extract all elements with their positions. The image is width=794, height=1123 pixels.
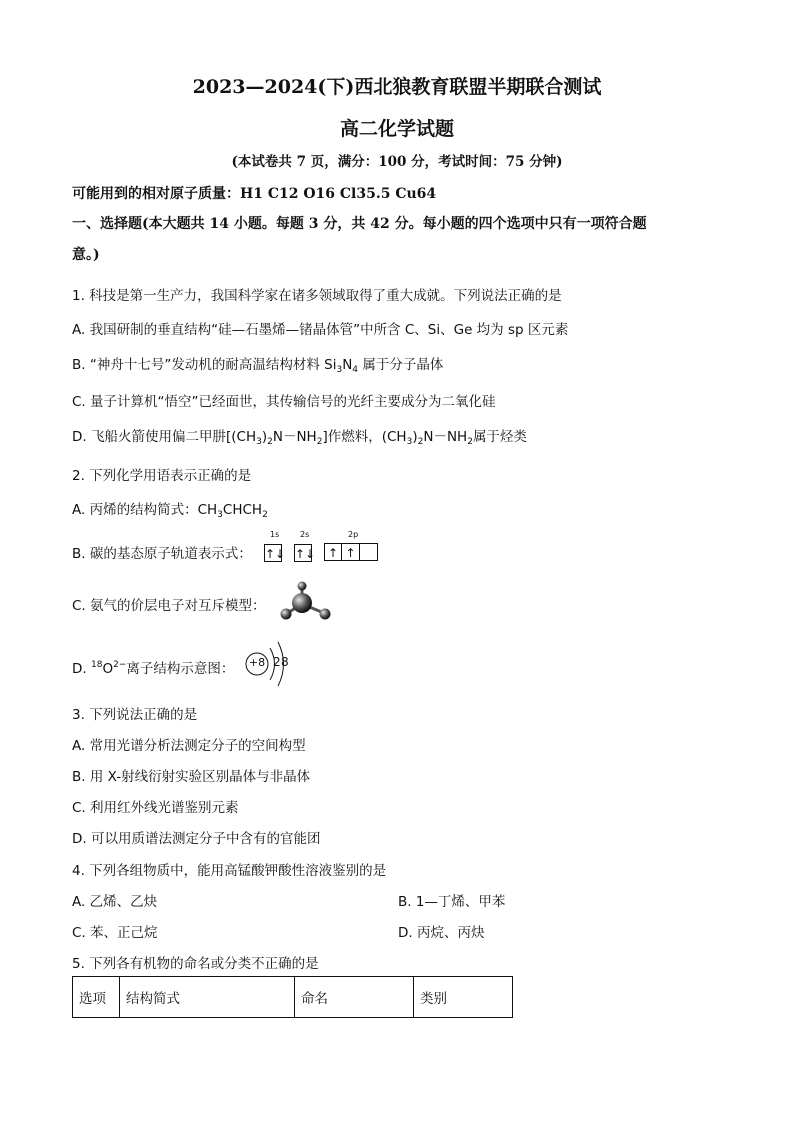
orbital-label-2p: 2p: [348, 530, 359, 539]
q2-stem: 2. 下列化学用语表示正确的是: [72, 468, 252, 484]
orbital-box-2p-3: [360, 543, 378, 561]
exam-note: (本试卷共 7 页，满分：100 分，考试时间：75 分钟): [231, 154, 563, 170]
q4-option-c: C. 苯、正己烷: [72, 925, 158, 941]
section-heading-cont: 意。): [72, 247, 100, 263]
q3-option-c: C. 利用红外线光谱鉴别元素: [72, 800, 239, 816]
exam-subtitle: 高二化学试题: [339, 118, 454, 140]
q4-option-a: A. 乙烯、乙炔: [72, 894, 158, 910]
q1-option-d: D. 飞船火箭使用偏二甲肼$[(CH_3)_2N-NH_2]$作燃料，$(CH_3)_2N-NH_2$属于烃类: [72, 429, 527, 447]
q3-stem: 3. 下列说法正确的是: [72, 707, 198, 723]
q2-option-d: D. $^{18}O^{2-}$离子结构示意图：: [72, 660, 235, 677]
table-header-cell: 类别: [414, 977, 513, 1018]
q1-option-a: A. 我国研制的垂直结构“硅—石墨烯—锗晶体管”中所含 C、Si、Ge 均为 sp 区元素: [72, 322, 569, 338]
shell2-electrons: 8: [281, 655, 289, 669]
ion-structure-diagram: [243, 640, 293, 690]
nucleus-charge: +8: [248, 656, 266, 669]
shell1-electrons: 2: [273, 655, 281, 669]
q5-table: [72, 976, 513, 1018]
q3-option-b: B. 用 X-射线衍射实验区别晶体与非晶体: [72, 769, 311, 785]
orbital-box-2s: ↑↓: [294, 544, 312, 562]
table-header-row: [73, 977, 513, 1018]
q4-stem: 4. 下列各组物质中，能用高锰酸钾酸性溶液鉴别的是: [72, 863, 387, 879]
table-header-cell: 命名: [295, 977, 414, 1018]
q4-option-d: D. 丙烷、丙炔: [398, 925, 485, 941]
section-heading: 一、选择题(本大题共 14 小题。每题 3 分，共 42 分。每小题的四个选项中只有一项符合题: [72, 216, 647, 232]
nh3-vsepr-model: [278, 580, 334, 624]
q1-option-c: C. 量子计算机“悟空”已经面世，其传输信号的光纤主要成分为二氧化硅: [72, 394, 496, 410]
q2-option-a: A. 丙烯的结构简式：$CH_3CHCH_2$: [72, 502, 268, 520]
orbital-label-1s: 1s: [270, 530, 280, 539]
table-header-cell: 结构简式: [120, 977, 295, 1018]
exam-title: 2023—2024(下)西北狼教育联盟半期联合测试: [192, 76, 602, 98]
orbital-box-1s: ↑↓: [264, 544, 282, 562]
q3-option-a: A. 常用光谱分析法测定分子的空间构型: [72, 738, 306, 754]
table-header-cell: 选项: [73, 977, 120, 1018]
q2-option-b: B. 碳的基态原子轨道表示式：: [72, 546, 252, 562]
q4-option-b: B. 1—丁烯、甲苯: [398, 894, 506, 910]
q5-stem: 5. 下列各有机物的命名或分类不正确的是: [72, 956, 319, 972]
q3-option-d: D. 可以用质谱法测定分子中含有的官能团: [72, 831, 321, 847]
orbital-label-2s: 2s: [300, 530, 310, 539]
orbital-box-2p-2: ↑: [342, 543, 360, 561]
atomic-masses: 可能用到的相对原子质量：H1 C12 O16 Cl35.5 Cu64: [72, 186, 437, 202]
q1-stem: 1. 科技是第一生产力，我国科学家在诸多领域取得了重大成就。下列说法正确的是: [72, 288, 562, 304]
q2-option-c: C. 氨气的价层电子对互斥模型：: [72, 598, 266, 614]
orbital-box-2p-1: ↑: [324, 543, 342, 561]
q1-option-b: B. “神舟十七号”发动机的耐高温结构材料 $Si_3N_4$ 属于分子晶体: [72, 357, 444, 375]
